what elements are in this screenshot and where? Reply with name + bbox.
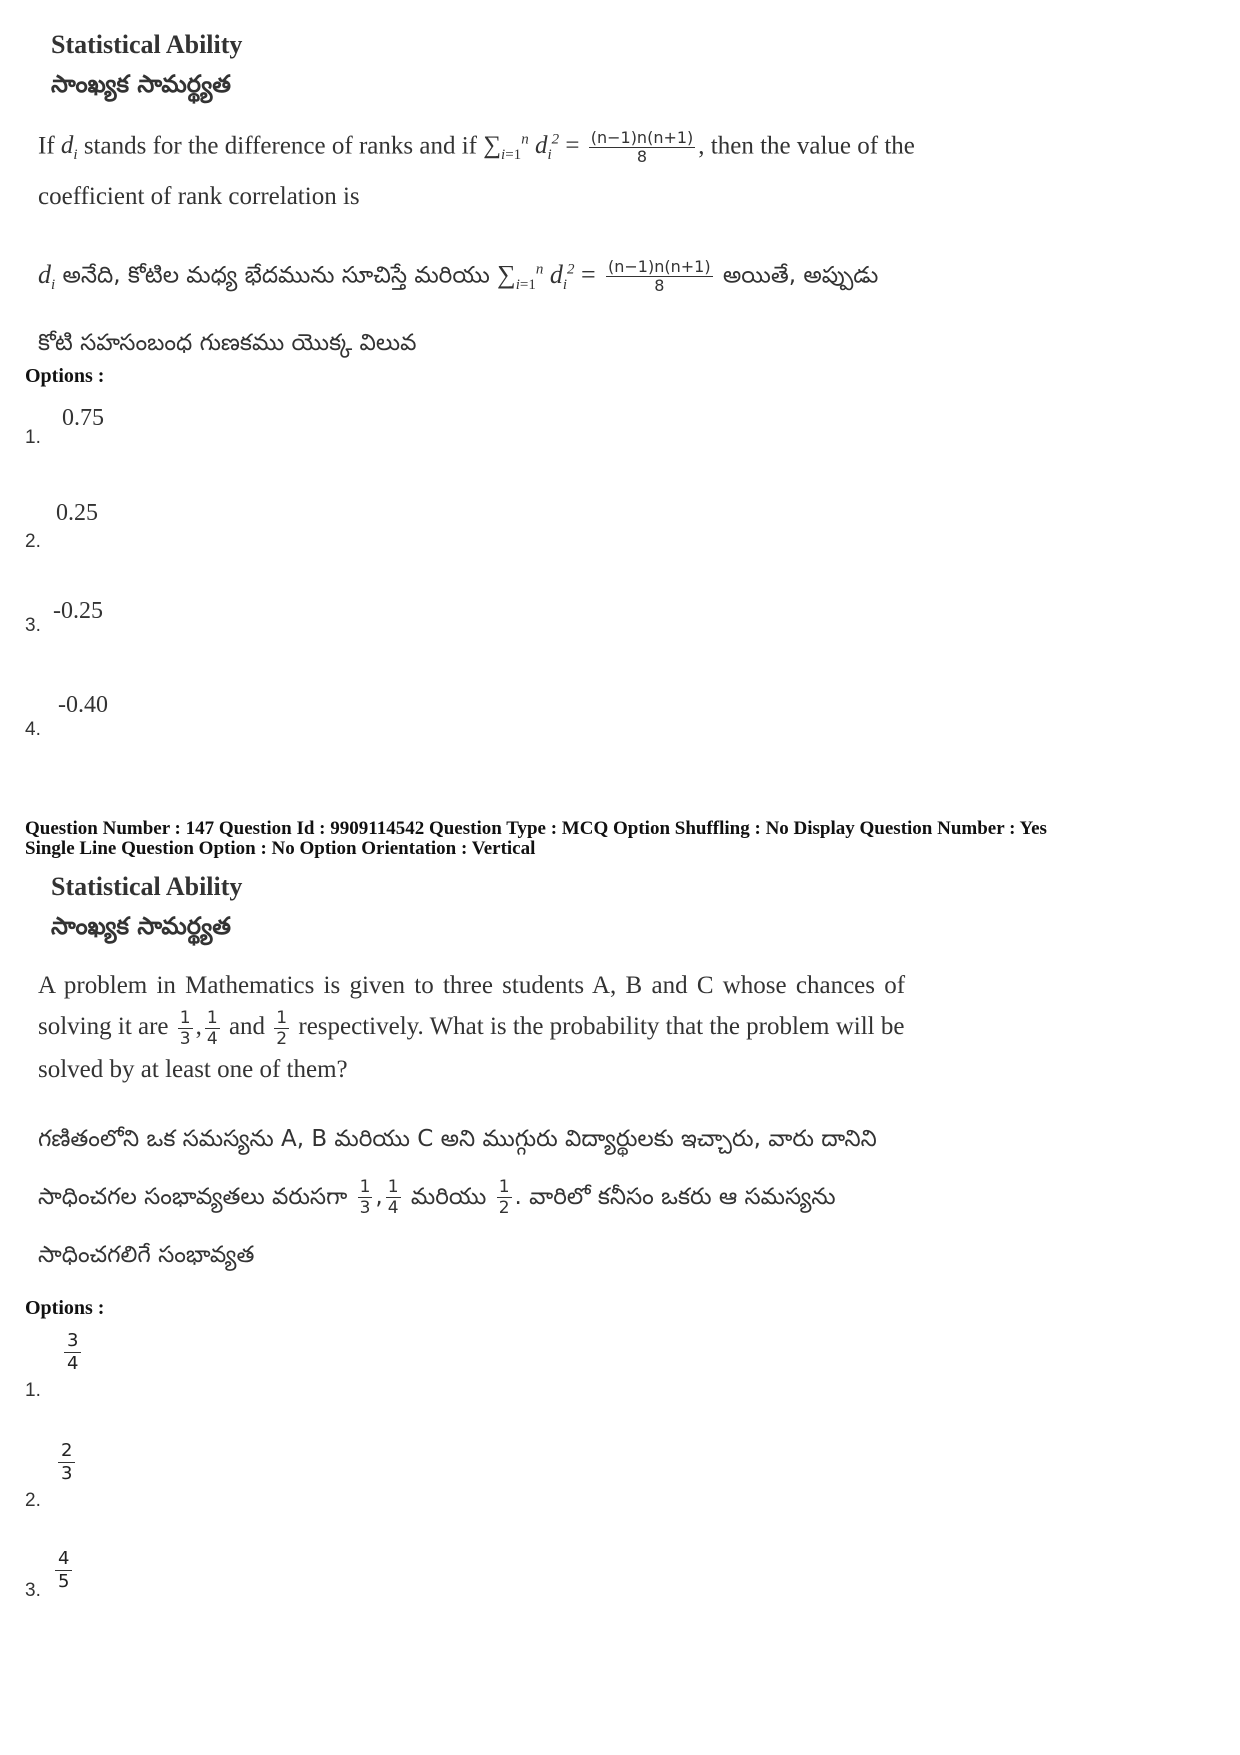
fraction-1-3 <box>358 1177 373 1218</box>
question-line: గణితంలోని ఒక సమస్యను A, B మరియు C అని ముగ్గురు విద్యార్థులకు ఇచ్చారు, వారు దానిని <box>38 1126 877 1152</box>
fraction-denominator: 8 <box>636 147 648 167</box>
math-fraction <box>606 258 713 295</box>
option-1-number: 1. <box>25 427 41 448</box>
question-text-te <box>38 1110 1118 1284</box>
option-3-value[interactable] <box>55 1548 72 1593</box>
option-2-number: 2. <box>25 1490 41 1511</box>
section-title-te: సాంఖ్యక సామర్థ్యత <box>51 70 231 98</box>
fraction-denominator: 3 <box>61 1463 73 1484</box>
question-line: solving it are $\frac{1}{3}$ , $\frac{1}{4}$ and $\frac{1}{2}$ respectively. What is the probability that the problem will be <box>38 1007 905 1049</box>
option-4-value[interactable]: -0.40 <box>58 692 108 718</box>
option-4-number: 4. <box>25 719 41 740</box>
math-fraction <box>589 129 696 166</box>
fraction-denominator: 2 <box>498 1198 510 1218</box>
option-3-number: 3. <box>25 615 41 636</box>
option-2-number: 2. <box>25 531 41 552</box>
fraction-denominator: 2 <box>276 1028 288 1049</box>
math-sum: $\sum_{i=1}^n$ $d_i^2$ = <box>497 259 596 293</box>
fraction-numerator: 1 <box>359 1177 371 1197</box>
meta-line: Question Number : 147 Question Id : 9909114542 Question Type : MCQ Option Shuffling : No Display Question Number : Yes <box>25 818 1047 839</box>
fraction-numerator: (n−1)n(n+1) <box>608 256 711 276</box>
options-label: Options : <box>25 1297 105 1319</box>
fraction-numerator: 1 <box>498 1177 510 1197</box>
fraction-1-3 <box>178 1008 193 1049</box>
question-line <box>38 120 1098 176</box>
text-fragment: If <box>38 132 55 160</box>
option-1-number: 1. <box>25 1380 41 1401</box>
math-d-i: $d_i$ <box>60 132 78 164</box>
text-fragment: మరియు <box>410 1184 487 1210</box>
fraction-numerator: 4 <box>55 1548 72 1571</box>
section-title-en: Statistical Ability <box>51 30 243 59</box>
fraction-denominator: 4 <box>206 1028 218 1049</box>
question-line: సాధించగల సంభావ్యతలు వరుసగా $\frac{1}{3}$ , $\frac{1}{4}$ మరియు $\frac{1}{2}$ . వారిలో కనీసం ఒకరు ఆ సమస్యను <box>38 1177 836 1218</box>
section-title-en: Statistical Ability <box>51 872 243 901</box>
question-text-te <box>38 240 1118 372</box>
fraction-denominator: 5 <box>58 1571 70 1592</box>
math-sum: $\sum_{i=1}^n$ $d_i^2$ = <box>483 132 580 164</box>
question-line: A problem in Mathematics is given to three students A, B and C whose chances of <box>38 972 906 999</box>
question-line <box>38 240 1118 314</box>
fraction-1-2 <box>497 1177 512 1218</box>
text-fragment: solving it are <box>38 1013 169 1040</box>
fraction-denominator: 4 <box>67 1353 79 1374</box>
question-line: సాధించగలిగే సంభావ్యత <box>38 1242 255 1268</box>
option-3-number: 3. <box>25 1580 41 1601</box>
section-title-te: సాంఖ్యక సామర్థ్యత <box>51 912 231 940</box>
text-fragment: and <box>228 1013 266 1040</box>
fraction-numerator: 2 <box>58 1440 75 1463</box>
fraction-numerator: 3 <box>64 1330 81 1353</box>
text-fragment: respectively. What is the probability that the problem will be <box>298 1013 905 1040</box>
text-fragment: అయితే, అప్పుడు <box>722 262 879 289</box>
meta-line: Single Line Question Option : No Option Orientation : Vertical <box>25 838 536 859</box>
question-meta <box>25 819 1225 859</box>
option-1-value[interactable] <box>64 1330 81 1375</box>
fraction-1-4 <box>386 1177 401 1218</box>
fraction-denominator: 3 <box>179 1028 191 1049</box>
text-fragment: stands for the difference of ranks and if <box>83 132 477 160</box>
text-fragment: . వారిలో కనీసం ఒకరు ఆ సమస్యను <box>514 1184 836 1210</box>
question-text-en <box>38 120 1098 217</box>
option-2-value[interactable]: 0.25 <box>56 500 98 526</box>
fraction-numerator: 1 <box>206 1007 218 1028</box>
fraction-numerator: 1 <box>276 1007 288 1028</box>
option-3-value[interactable]: -0.25 <box>53 598 103 624</box>
option-1-value[interactable]: 0.75 <box>62 405 104 431</box>
question-line: solved by at least one of them? <box>38 1055 348 1083</box>
fraction-denominator: 4 <box>387 1198 399 1218</box>
fraction-denominator: 3 <box>359 1198 371 1218</box>
fraction-denominator: 8 <box>654 275 665 295</box>
options-label: Options : <box>25 365 105 387</box>
option-2-value[interactable] <box>58 1440 75 1485</box>
question-line: coefficient of rank correlation is <box>38 183 360 211</box>
question-line: కోటి సహసంబంధ గుణకము యొక్క విలువ <box>38 329 417 356</box>
question-text-en <box>38 965 1098 1090</box>
text-fragment: సాధించగల సంభావ్యతలు వరుసగా <box>38 1184 348 1210</box>
text-fragment: అనేది, కోటిల మధ్య భేదమును సూచిస్తే మరియు <box>62 262 490 289</box>
math-d-i: $d_i$ <box>38 259 56 293</box>
text-fragment: , then the value of the <box>698 132 915 160</box>
fraction-numerator: 1 <box>387 1177 399 1197</box>
fraction-1-4 <box>205 1008 220 1049</box>
fraction-1-2 <box>274 1008 289 1049</box>
fraction-numerator: 1 <box>179 1007 191 1028</box>
fraction-numerator: (n−1)n(n+1) <box>590 128 694 148</box>
